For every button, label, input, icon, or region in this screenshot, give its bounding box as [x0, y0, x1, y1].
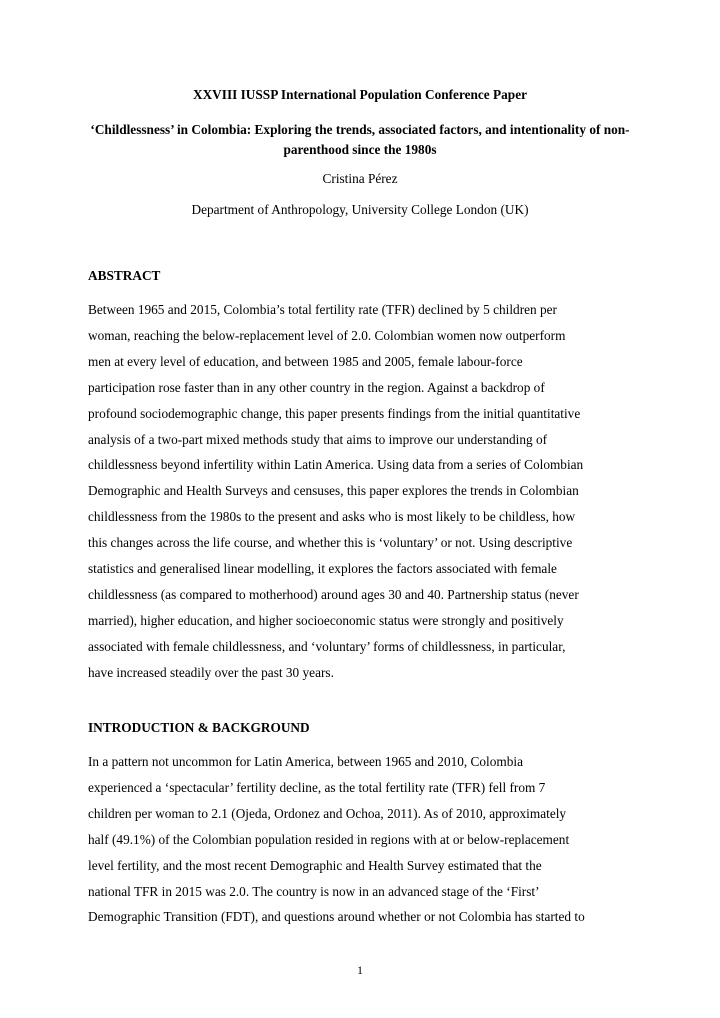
introduction-line: half (49.1%) of the Colombian population resided in regions with at or below-replacement — [88, 831, 570, 847]
abstract-line: childlessness beyond infertility within Latin America. Using data from a series of Colombian — [88, 457, 584, 473]
abstract-line: men at every level of education, and between 1985 and 2005, female labour-force — [88, 353, 523, 369]
abstract-line: this changes across the life course, and whether this is ‘voluntary’ or not. Using descriptive — [88, 535, 573, 551]
introduction-line: level fertility, and the most recent Demographic and Health Survey estimated that the — [88, 857, 542, 873]
introduction-line: Demographic Transition (FDT), and questions around whether or not Colombia has started to — [88, 909, 585, 925]
author-affiliation: Department of Anthropology, University College London (UK) — [191, 202, 529, 217]
introduction-body — [88, 749, 636, 930]
conference-title: XXVIII IUSSP International Population Conference Paper — [192, 87, 528, 102]
abstract-line: analysis of a two-part mixed methods study that aims to improve our understanding of — [88, 431, 548, 447]
abstract-line: Between 1965 and 2015, Colombia’s total fertility rate (TFR) declined by 5 children per — [88, 302, 557, 317]
abstract-line: Demographic and Health Surveys and censuses, this paper explores the trends in Colombian — [88, 483, 579, 499]
introduction-line: children per woman to 2.1 (Ojeda, Ordonez and Ochoa, 2011). As of 2010, approximately — [88, 805, 567, 821]
abstract-line: statistics and generalised linear modelling, it explores the factors associated with female — [88, 561, 557, 577]
abstract-heading: ABSTRACT — [88, 268, 161, 283]
abstract-line: married), higher education, and higher socioeconomic status were strongly and positively — [88, 612, 564, 628]
abstract-line: have increased steadily over the past 30 years. — [88, 664, 334, 680]
abstract-body — [88, 297, 636, 686]
introduction-line: national TFR in 2015 was 2.0. The country is now in an advanced stage of the ‘First’ — [88, 883, 540, 899]
introduction-heading: INTRODUCTION & BACKGROUND — [88, 720, 310, 735]
introduction-line: In a pattern not uncommon for Latin America, between 1965 and 2010, Colombia — [88, 754, 523, 769]
abstract-line: participation rose faster than in any other country in the region. Against a backdrop of — [88, 379, 545, 395]
author-name: Cristina Pérez — [322, 171, 398, 186]
abstract-line: profound sociodemographic change, this paper presents findings from the initial quantitative — [88, 405, 581, 421]
abstract-line: childlessness from the 1980s to the present and asks who is most likely to be childless, how — [88, 509, 576, 525]
abstract-line: childlessness (as compared to motherhood) around ages 30 and 40. Partnership status (never — [88, 586, 579, 602]
page-number: 1 — [357, 963, 363, 977]
paper-title: ‘Childlessness’ in Colombia: Exploring the trends, associated factors, and intentionality of non-parenthood since the 1980s — [90, 122, 630, 157]
introduction-line: experienced a ‘spectacular’ fertility decline, as the total fertility rate (TFR) fell from 7 — [88, 779, 546, 795]
abstract-line: woman, reaching the below-replacement level of 2.0. Colombian women now outperform — [88, 327, 566, 343]
abstract-line: associated with female childlessness, and ‘voluntary’ forms of childlessness, in particular, — [88, 638, 566, 654]
